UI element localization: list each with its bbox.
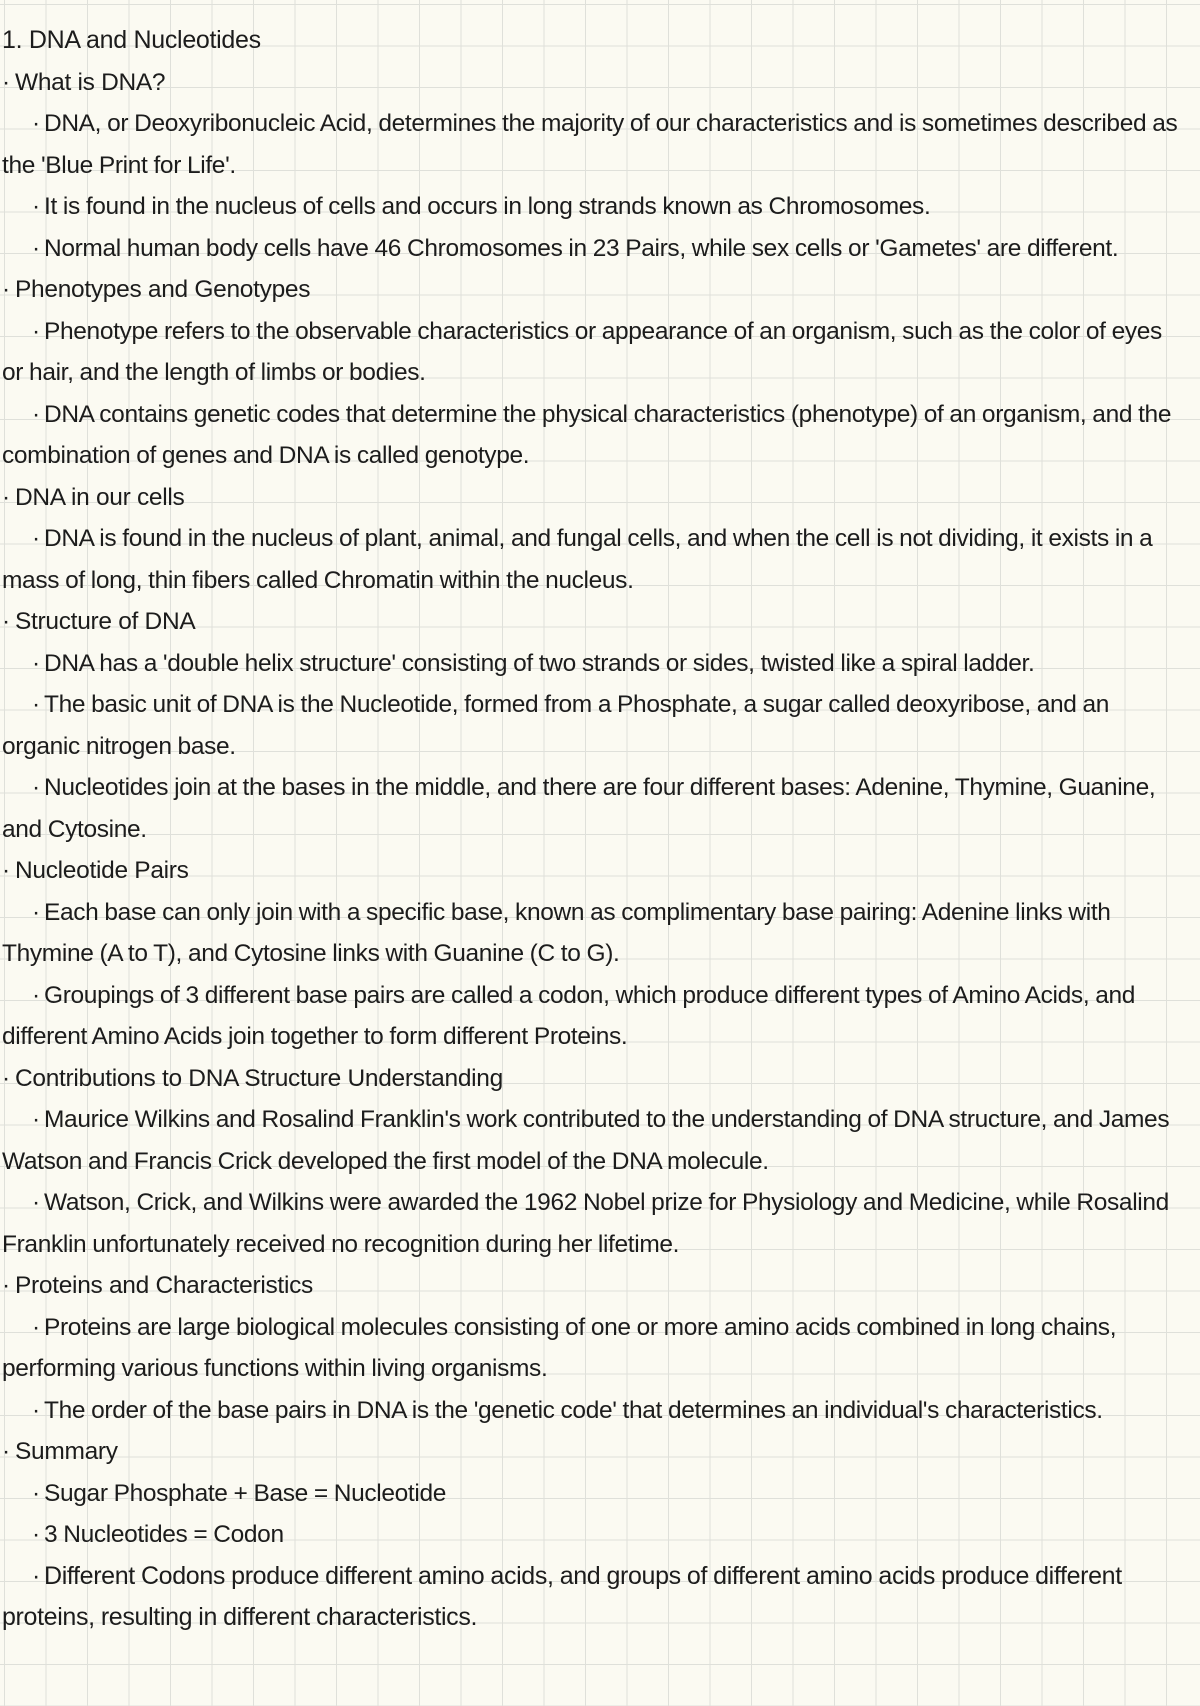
bullet-dot: ·	[32, 110, 40, 137]
bullet-point: · Sugar Phosphate + Base = Nucleotide	[2, 1473, 1186, 1515]
bullet-dot: ·	[32, 1396, 40, 1424]
bullet-dot: ·	[32, 1189, 40, 1216]
bullet-point: · DNA is found in the nucleus of plant, animal, and fungal cells, and when the cell is not dividing, it exists in a mass of long, thin fibers called Chromatin within the nucleus.	[2, 518, 1186, 601]
bullet-point: · Each base can only join with a specific base, known as complimentary base pairing: Adenine links with Thymine (A to T), and Cytosine links with Guanine (C to G).	[2, 892, 1186, 975]
bullet-dot: ·	[32, 691, 40, 718]
bullet-point: · 3 Nucleotides = Codon	[2, 1514, 1186, 1556]
bullet-point: · DNA contains genetic codes that determine the physical characteristics (phenotype) of an organism, and the combination of genes and DNA is called genotype.	[2, 394, 1186, 477]
bullet-point: · DNA, or Deoxyribonucleic Acid, determines the majority of our characteristics and is sometimes described as the 'Blue Print for Life'.	[2, 103, 1186, 186]
section-phenotypes-genotypes	[2, 269, 1186, 477]
bullet-dot: ·	[32, 234, 40, 262]
bullet-point: · Nucleotides join at the bases in the middle, and there are four different bases: Adenine, Thymine, Guanine, and Cytosine.	[2, 767, 1186, 850]
bullet-point: · Normal human body cells have 46 Chromosomes in 23 Pairs, while sex cells or 'Gametes' are different.	[2, 228, 1186, 270]
bullet-point: · It is found in the nucleus of cells and occurs in long strands known as Chromosomes.	[2, 186, 1186, 228]
bullet-dot: ·	[32, 1521, 40, 1548]
section-dna-in-cells	[2, 477, 1186, 602]
bullet-dot: ·	[2, 857, 10, 884]
bullet-dot: ·	[2, 1064, 10, 1092]
section-title: · Proteins and Characteristics	[2, 1265, 1186, 1307]
bullet-point: · Phenotype refers to the observable characteristics or appearance of an organism, such as the color of eyes or hair, and the length of limbs or bodies.	[2, 311, 1186, 394]
bullet-point: · Watson, Crick, and Wilkins were awarded the 1962 Nobel prize for Physiology and Medicine, while Rosalind Franklin unfortunately received no recognition during her lifetime.	[2, 1182, 1186, 1265]
bullet-dot: ·	[32, 1479, 40, 1507]
section-contributions	[2, 1058, 1186, 1266]
bullet-dot: ·	[32, 317, 40, 345]
section-structure-of-dna	[2, 601, 1186, 850]
bullet-point: · Groupings of 3 different base pairs are called a codon, which produce different types of Amino Acids, and different Amino Acids join together to form different Proteins.	[2, 975, 1186, 1058]
bullet-dot: ·	[2, 276, 10, 303]
bullet-dot: ·	[32, 193, 40, 220]
bullet-dot: ·	[32, 898, 40, 926]
bullet-dot: ·	[32, 1313, 40, 1341]
section-title: · Phenotypes and Genotypes	[2, 269, 1186, 311]
section-nucleotide-pairs	[2, 850, 1186, 1058]
bullet-point: · The order of the base pairs in DNA is the 'genetic code' that determines an individual's characteristics.	[2, 1390, 1186, 1432]
bullet-dot: ·	[32, 400, 40, 428]
section-title: · What is DNA?	[2, 62, 1186, 104]
bullet-point: · Different Codons produce different amino acids, and groups of different amino acids produce different proteins, resulting in different characteristics.	[2, 1556, 1186, 1639]
bullet-dot: ·	[2, 608, 10, 635]
bullet-point: · DNA has a 'double helix structure' consisting of two strands or sides, twisted like a spiral ladder.	[2, 643, 1186, 685]
section-proteins-characteristics	[2, 1265, 1186, 1431]
bullet-dot: ·	[2, 68, 10, 96]
bullet-dot: ·	[2, 1272, 10, 1299]
section-title: · Nucleotide Pairs	[2, 850, 1186, 892]
section-title: · Summary	[2, 1431, 1186, 1473]
page-title: 1. DNA and Nucleotides	[2, 26, 261, 54]
bullet-dot: ·	[2, 483, 10, 511]
bullet-dot: ·	[32, 774, 40, 801]
bullet-point: · Proteins are large biological molecules consisting of one or more amino acids combined in long chains, performing various functions within living organisms.	[2, 1307, 1186, 1390]
section-title: · DNA in our cells	[2, 477, 1186, 519]
bullet-point: · Maurice Wilkins and Rosalind Franklin's work contributed to the understanding of DNA structure, and James Watson and Francis Crick developed the first model of the DNA molecule.	[2, 1099, 1186, 1182]
section-what-is-dna	[2, 62, 1186, 270]
bullet-dot: ·	[32, 1106, 40, 1133]
section-title: · Contributions to DNA Structure Understanding	[2, 1058, 1186, 1100]
bullet-point: · The basic unit of DNA is the Nucleotide, formed from a Phosphate, a sugar called deoxyribose, and an organic nitrogen base.	[2, 684, 1186, 767]
bullet-dot: ·	[32, 649, 40, 677]
bullet-dot: ·	[2, 1438, 10, 1465]
section-summary	[2, 1431, 1186, 1639]
bullet-dot: ·	[32, 525, 40, 552]
bullet-dot: ·	[32, 1561, 40, 1590]
bullet-dot: ·	[32, 981, 40, 1009]
section-title: · Structure of DNA	[2, 601, 1186, 643]
